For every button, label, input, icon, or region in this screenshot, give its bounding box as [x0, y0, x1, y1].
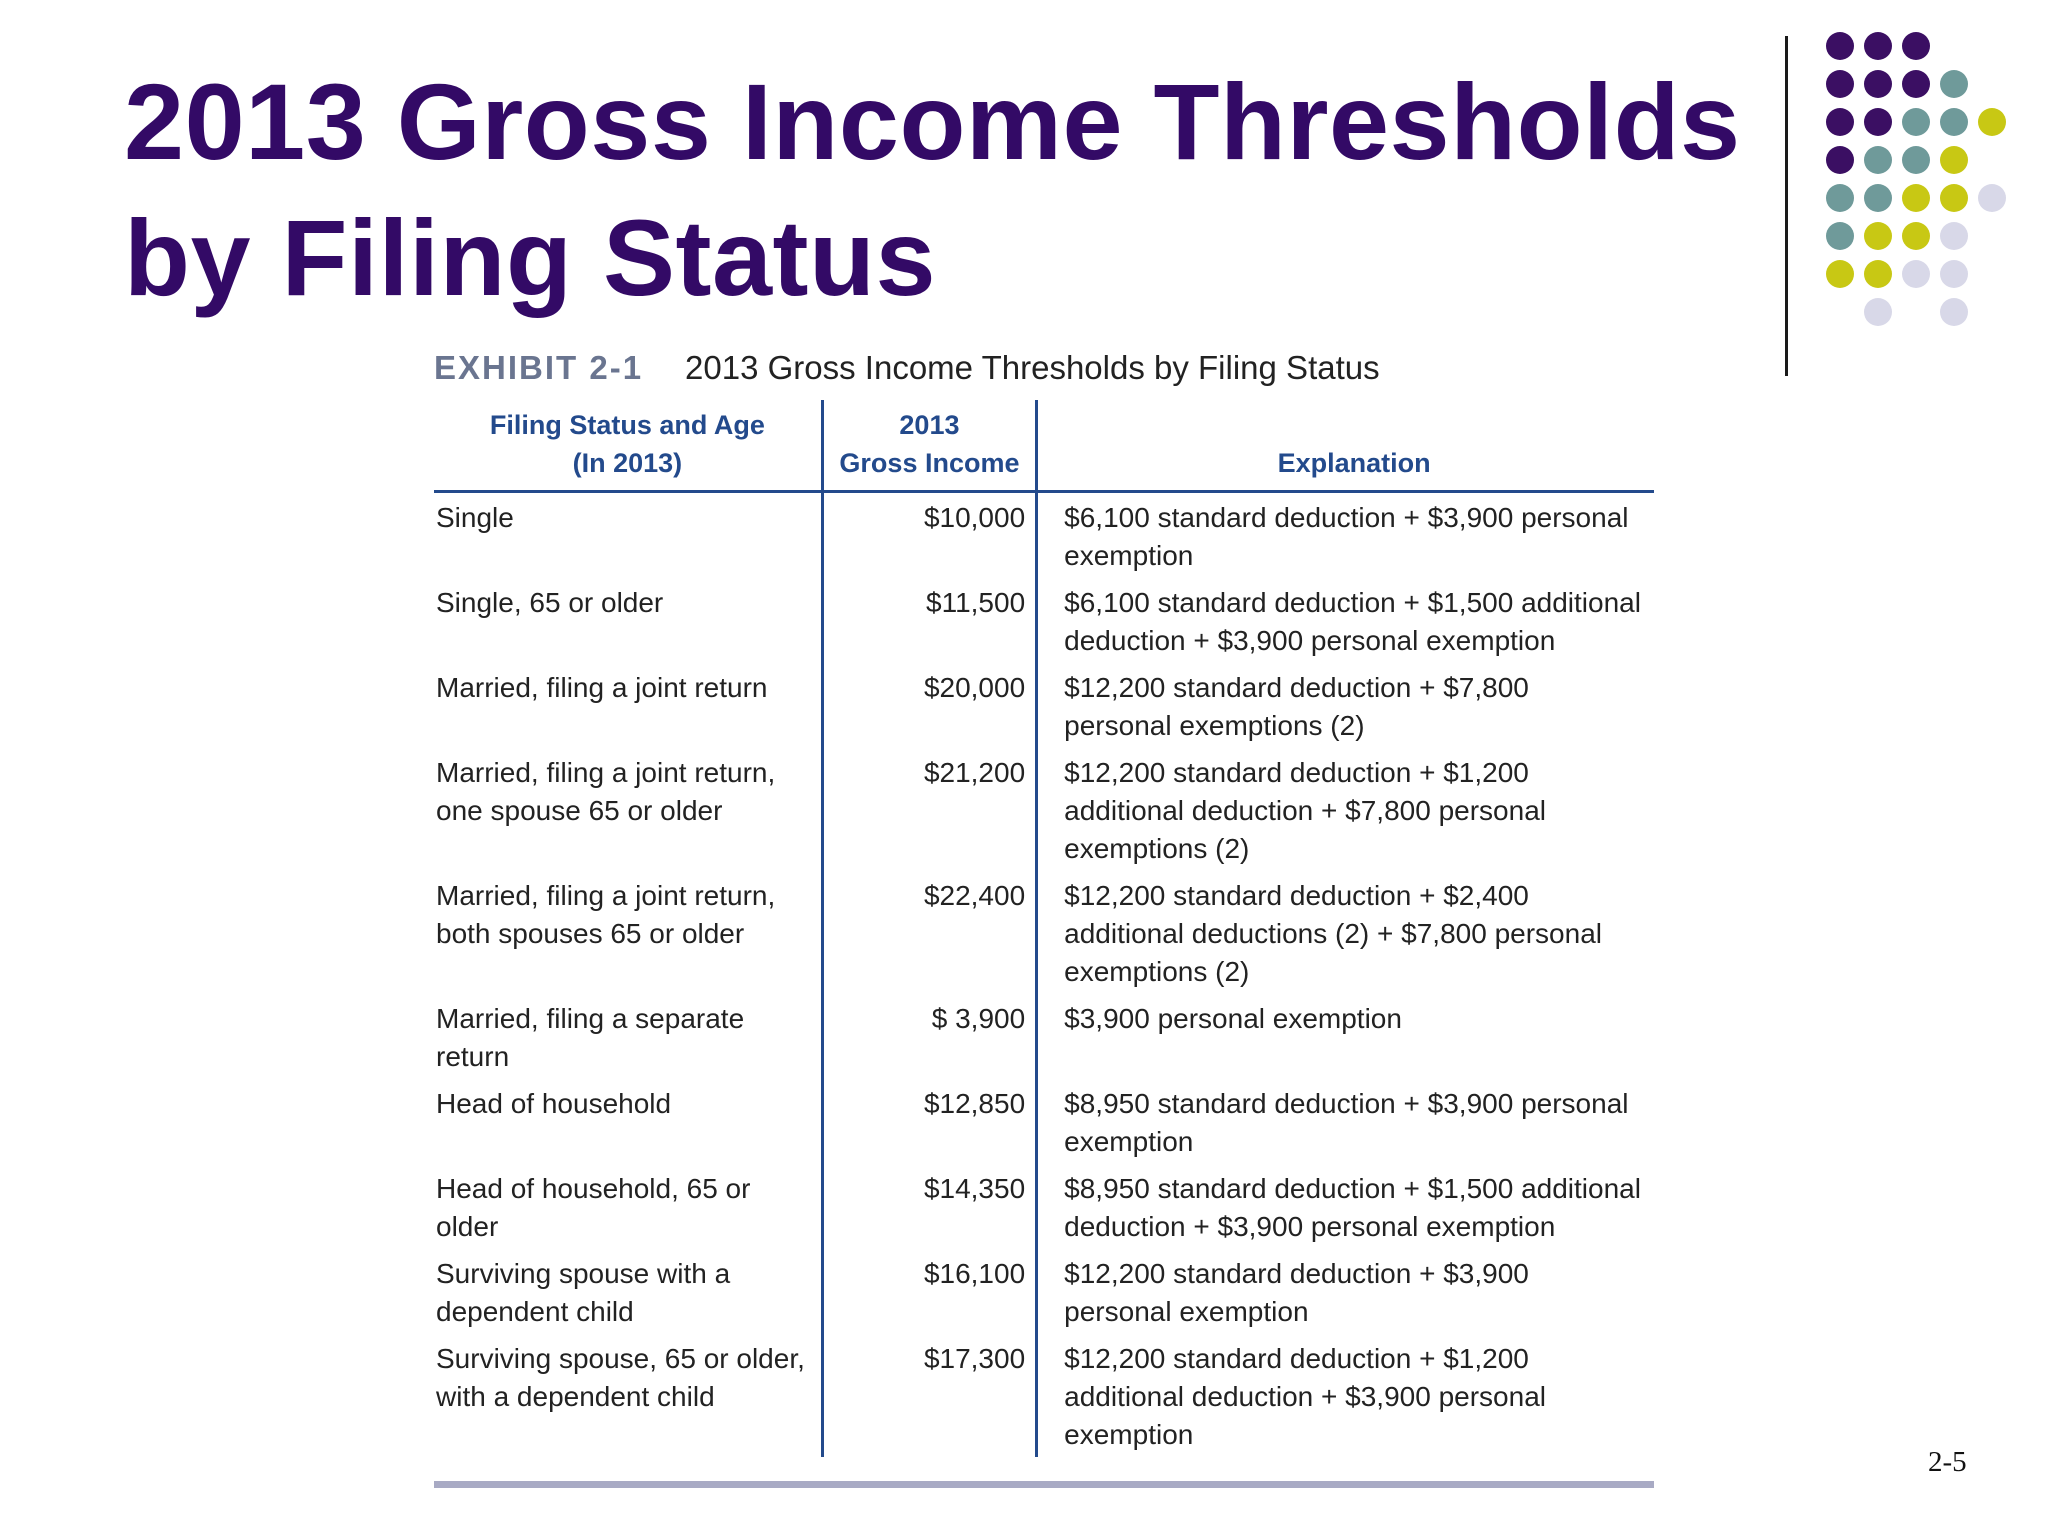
- decor-dot: [1864, 260, 1892, 288]
- decor-dot: [1902, 70, 1930, 98]
- decor-dot: [1978, 108, 2006, 136]
- exhibit-label: EXHIBIT 2-1: [434, 349, 644, 386]
- header-gross-income-line2: Gross Income: [839, 448, 1020, 478]
- decor-dot: [1826, 222, 1854, 250]
- decor-dot: [1864, 70, 1892, 98]
- cell-explanation: $8,950 standard deduction + $3,900 personal exemption: [1064, 1088, 1629, 1157]
- decor-dot: [1864, 298, 1892, 326]
- decor-dot: [1902, 260, 1930, 288]
- cell-status: Single: [436, 502, 514, 533]
- header-gross-income: [822, 400, 1036, 492]
- cell-income: $22,400: [822, 871, 1036, 994]
- cell-explanation: $12,200 standard deduction + $7,800 personal exemptions (2): [1064, 672, 1529, 741]
- cell-income: $12,850: [822, 1079, 1036, 1164]
- decor-dot: [1940, 298, 1968, 326]
- header-explanation: Explanation: [1037, 400, 1654, 492]
- thresholds-table: [434, 400, 1654, 1457]
- table-row: [434, 871, 1654, 994]
- cell-status: Single, 65 or older: [436, 587, 664, 618]
- decor-dot: [1902, 108, 1930, 136]
- cell-income: $ 3,900: [822, 994, 1036, 1079]
- slide-title: [124, 54, 1784, 326]
- cell-status: Surviving spouse with a dependent child: [436, 1258, 731, 1327]
- cell-explanation: $6,100 standard deduction + $3,900 personal exemption: [1064, 502, 1629, 571]
- cell-explanation: $6,100 standard deduction + $1,500 additional deduction + $3,900 personal exemption: [1064, 587, 1641, 656]
- table-row: [434, 1334, 1654, 1457]
- decor-dot: [1940, 184, 1968, 212]
- table-row: [434, 994, 1654, 1079]
- table-row: [434, 748, 1654, 871]
- cell-status: Head of household: [436, 1088, 672, 1119]
- decor-dot: [1864, 32, 1892, 60]
- cell-income: $10,000: [822, 492, 1036, 579]
- cell-explanation: $8,950 standard deduction + $1,500 additional deduction + $3,900 personal exemption: [1064, 1173, 1641, 1242]
- decor-dot: [1940, 70, 1968, 98]
- exhibit: [434, 336, 1664, 1488]
- cell-explanation: $12,200 standard deduction + $1,200 additional deduction + $3,900 personal exemption: [1064, 1343, 1546, 1450]
- table-row: [434, 1079, 1654, 1164]
- table-row: [434, 1249, 1654, 1334]
- cell-status: Married, filing a joint return: [436, 672, 768, 703]
- cell-income: $11,500: [822, 578, 1036, 663]
- table-row: [434, 492, 1654, 579]
- decor-dot: [1826, 184, 1854, 212]
- slide-title-line2: by Filing Status: [124, 197, 937, 318]
- cell-status: Head of household, 65 or older: [436, 1173, 751, 1242]
- cell-income: $16,100: [822, 1249, 1036, 1334]
- decor-dot: [1902, 184, 1930, 212]
- decor-dot: [1940, 108, 1968, 136]
- cell-status: Married, filing a separate return: [436, 1003, 745, 1072]
- slide-title-line1: 2013 Gross Income Thresholds: [124, 61, 1741, 182]
- cell-income: $20,000: [822, 663, 1036, 748]
- exhibit-bottom-rule: [434, 1481, 1654, 1488]
- cell-explanation: $12,200 standard deduction + $2,400 additional deductions (2) + $7,800 personal exemptions (2): [1064, 880, 1602, 987]
- table-row: [434, 578, 1654, 663]
- decorative-dot-grid: [1826, 32, 2036, 332]
- decor-dot: [1940, 146, 1968, 174]
- header-filing-status: [434, 400, 822, 492]
- page-number: 2-5: [1928, 1446, 1967, 1478]
- decor-dot: [1826, 70, 1854, 98]
- exhibit-title: 2013 Gross Income Thresholds by Filing Status: [685, 349, 1380, 386]
- decor-dot: [1902, 146, 1930, 174]
- exhibit-header: [434, 336, 1664, 400]
- header-filing-status-line1: Filing Status and Age: [489, 410, 765, 440]
- cell-status: Married, filing a joint return, one spouse 65 or older: [436, 757, 776, 826]
- decor-dot: [1864, 146, 1892, 174]
- cell-explanation: $3,900 personal exemption: [1064, 1003, 1402, 1034]
- table-row: [434, 1164, 1654, 1249]
- decor-dot: [1940, 222, 1968, 250]
- decor-dot: [1864, 184, 1892, 212]
- decor-dot: [1826, 32, 1854, 60]
- cell-income: $14,350: [822, 1164, 1036, 1249]
- cell-status: Surviving spouse, 65 or older, with a dependent child: [436, 1343, 805, 1412]
- cell-income: $17,300: [822, 1334, 1036, 1457]
- decor-dot: [1902, 32, 1930, 60]
- decor-dot: [1864, 222, 1892, 250]
- decor-dot: [1940, 260, 1968, 288]
- cell-explanation: $12,200 standard deduction + $3,900 personal exemption: [1064, 1258, 1529, 1327]
- decor-dot: [1826, 146, 1854, 174]
- decor-dot: [1864, 108, 1892, 136]
- cell-income: $21,200: [822, 748, 1036, 871]
- decor-dot: [1826, 108, 1854, 136]
- header-gross-income-line1: 2013: [899, 410, 960, 440]
- decorative-divider: [1785, 36, 1788, 376]
- decor-dot: [1978, 184, 2006, 212]
- header-filing-status-line2: (In 2013): [572, 448, 683, 478]
- table-header-row: [434, 400, 1654, 492]
- decor-dot: [1826, 260, 1854, 288]
- cell-explanation: $12,200 standard deduction + $1,200 additional deduction + $7,800 personal exemptions (2): [1064, 757, 1546, 864]
- decor-dot: [1902, 222, 1930, 250]
- table-row: [434, 663, 1654, 748]
- cell-status: Married, filing a joint return, both spouses 65 or older: [436, 880, 776, 949]
